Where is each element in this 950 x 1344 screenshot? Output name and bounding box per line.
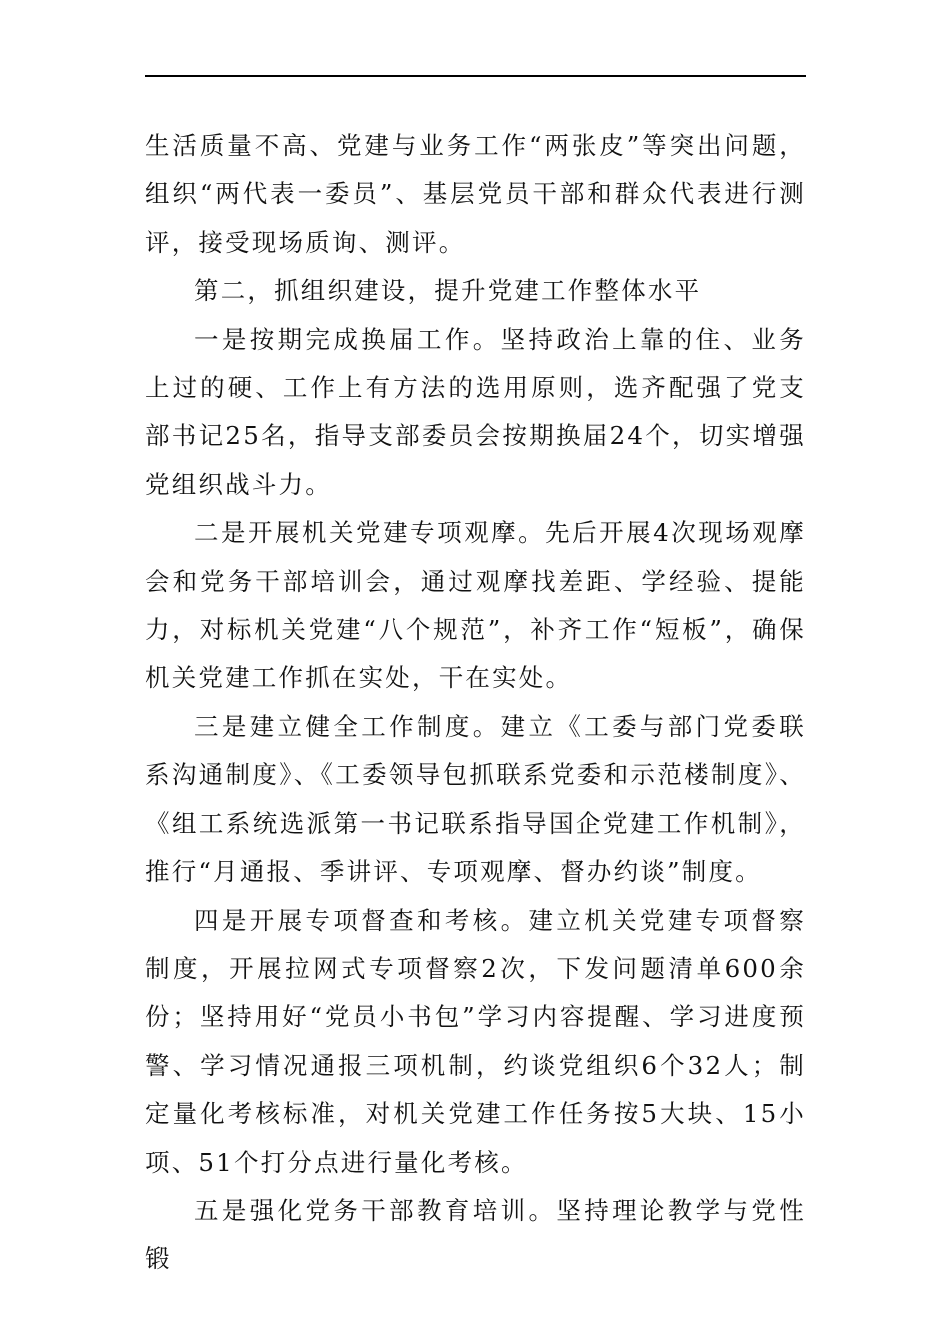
paragraph-item-1: 一是按期完成换届工作。坚持政治上靠的住、业务上过的硬、工作上有方法的选用原则，选齐配强了党支部书记25名，指导支部委员会按期换届24个，切实增强党组织战斗力。 [145,324,806,499]
paragraph-item-4: 四是开展专项督查和考核。建立机关党建专项督察制度，开展拉网式专项督察2次，下发问题清单600余份；坚持用好“党员小书包”学习内容提醒、学习进度预警、学习情况通报三项机制，约谈党组织6个32人；制定量化考核标准，对机关党建工作任务按5大块、15小项、51个打分点进行量化考核。 [145,905,806,1177]
header-rule [145,75,806,77]
document-body [145,122,806,1284]
paragraph-item-3: 三是建立健全工作制度。建立《工委与部门党委联系沟通制度》、《工委领导包抓联系党委和示范楼制度》、《组工系统选派第一书记联系指导国企党建工作机制》，推行“月通报、季讲评、专项观摩、督办约谈”制度。 [145,711,806,887]
paragraph-item-2: 二是开展机关党建专项观摩。先后开展4次现场观摩会和党务干部培训会，通过观摩找差距、学经验、提能力，对标机关党建“八个规范”，补齐工作“短板”，确保机关党建工作抓在实处，干在实处。 [145,518,806,693]
paragraph-continuation: 生活质量不高、党建与业务工作“两张皮”等突出问题，组织“两代表一委员”、基层党员干部和群众代表进行测评，接受现场质询、测评。 [145,131,806,257]
section-heading: 第二，抓组织建设，提升党建工作整体水平 [194,276,702,306]
paragraph-item-5: 五是强化党务干部教育培训。坚持理论教学与党性锻 [145,1195,806,1274]
